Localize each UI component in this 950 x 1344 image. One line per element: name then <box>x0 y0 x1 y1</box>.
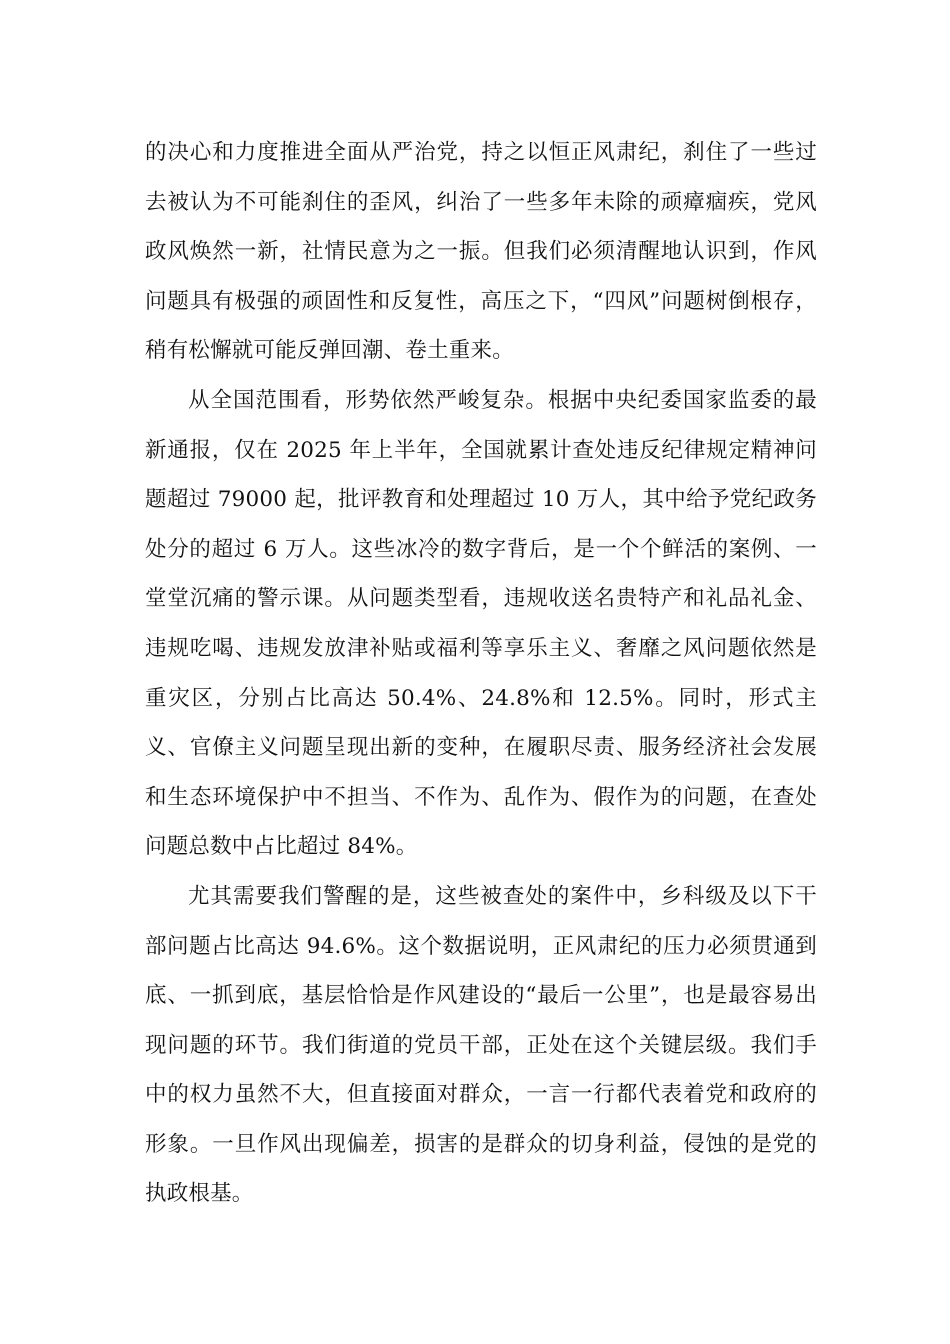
paragraph-1: 的决心和力度推进全面从严治党，持之以恒正风肃纪，刹住了一些过去被认为不可能刹住的歪风，纠治了一些多年未除的顽瘴痼疾，党风政风焕然一新，社情民意为之一振。但我们必须清醒地认识到，作风问题具有极强的顽固性和反复性，高压之下，“四风”问题树倒根存，稍有松懈就可能反弹回潮、卷土重来。 <box>145 140 817 364</box>
document-body <box>145 128 817 1219</box>
paragraph-3: 尤其需要我们警醒的是，这些被查处的案件中，乡科级及以下干部问题占比高达 94.6%。这个数据说明，正风肃纪的压力必须贯通到底、一抓到底，基层恰恰是作风建设的“最后一公里”，也是最容易出现问题的环节。我们街道的党员干部，正处在这个关键层级。我们手中的权力虽然不大，但直接面对群众，一言一行都代表着党和政府的形象。一旦作风出现偏差，损害的是群众的切身利益，侵蚀的是党的执政根基。 <box>145 883 817 1207</box>
paragraph-2: 从全国范围看，形势依然严峻复杂。根据中央纪委国家监委的最新通报，仅在 2025 年上半年，全国就累计查处违反纪律规定精神问题超过 79000 起，批评教育和处理超过 10 万人，其中给予党纪政务处分的超过 6 万人。这些冰冷的数字背后，是一个个鲜活的案例、一堂堂沉痛的警示课。从问题类型看，违规收送名贵特产和礼品礼金、违规吃喝、违规发放津补贴或福利等享乐主义、奢靡之风问题依然是重灾区，分别占比高达 50.4%、24.8%和 12.5%。同时，形式主义、官僚主义问题呈现出新的变种，在履职尽责、服务经济社会发展和生态环境保护中不担当、不作为、乱作为、假作为的问题，在查处问题总数中占比超过 84%。 <box>145 387 817 860</box>
